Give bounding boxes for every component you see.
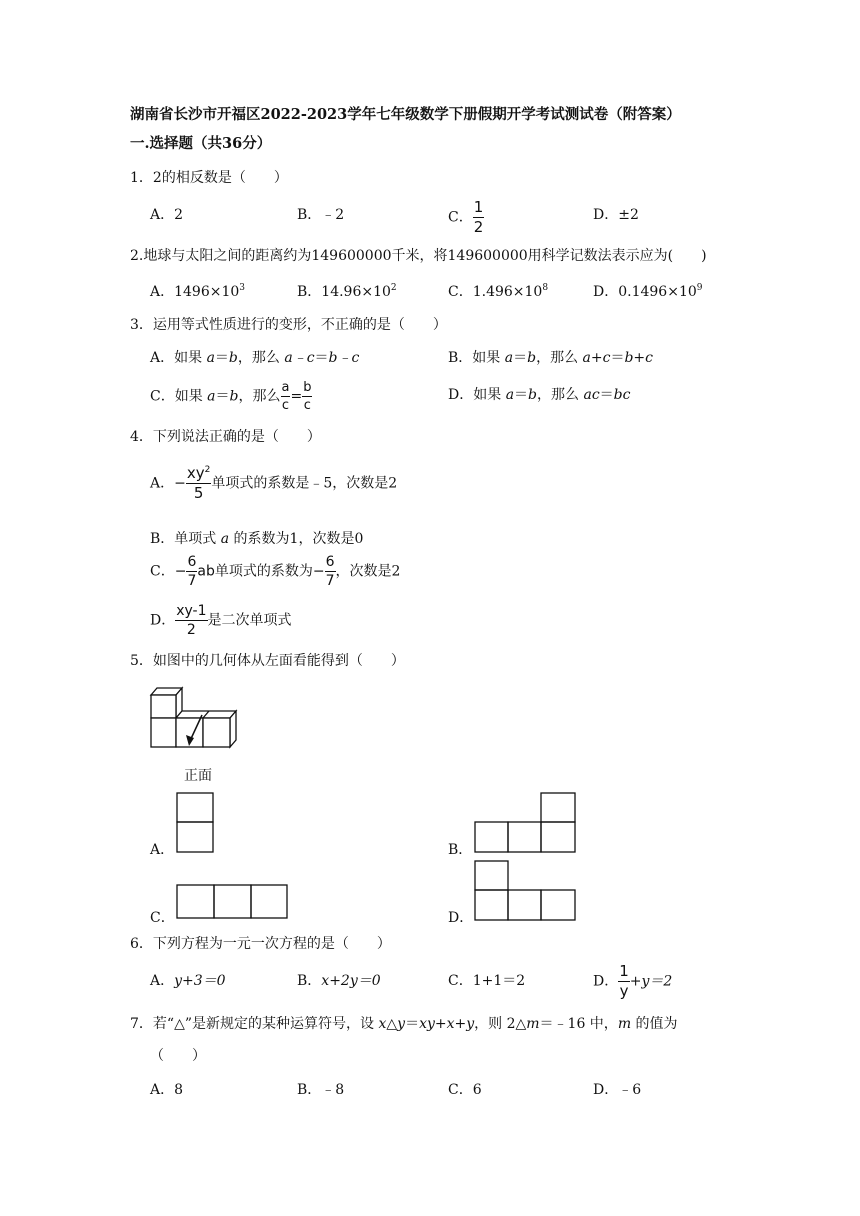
question-4-stem: 4．下列说法正确的是（ ） bbox=[130, 429, 321, 445]
q4-a-label: A． bbox=[150, 475, 175, 492]
q2-option-c-text: C．1.496×10 bbox=[448, 284, 543, 300]
q2-option-b bbox=[297, 285, 397, 299]
q4-option-a bbox=[150, 466, 397, 501]
q5-option-b: B． bbox=[448, 842, 473, 858]
q5-option-d-figure bbox=[474, 860, 578, 922]
q3-c-fraction-right-denominator: c bbox=[303, 398, 311, 413]
q4-c-label: C． bbox=[150, 563, 175, 580]
q2-option-c bbox=[448, 285, 548, 299]
q6-b-label: B． bbox=[297, 973, 322, 989]
q7-part-10: m bbox=[617, 1016, 632, 1032]
q4-a-text: 单项式的系数是﹣5，次数是2 bbox=[211, 475, 398, 492]
q3-c-equals: = bbox=[290, 388, 303, 405]
q4-c-text: 单项式的系数为 bbox=[214, 563, 313, 580]
q7-part-6: xy+x+y bbox=[419, 1016, 475, 1032]
q3-c-fraction-right-numerator: b bbox=[303, 380, 312, 395]
q7-option-b: B．﹣8 bbox=[297, 1082, 345, 1098]
q7-part-9: ＝﹣16 中， bbox=[539, 1016, 618, 1032]
q5-option-c: C． bbox=[150, 910, 175, 926]
q3-a-part-7: ＝ bbox=[314, 350, 329, 366]
q2-option-a-exponent: 3 bbox=[239, 283, 246, 293]
q1-option-c bbox=[448, 200, 484, 235]
q4-a-fraction-denominator: 5 bbox=[193, 484, 204, 502]
q3-a-part-3: ＝ bbox=[214, 350, 229, 366]
q4-c-fraction-2 bbox=[325, 555, 336, 588]
q3-option-d bbox=[448, 388, 630, 402]
q3-b-part-3: ＝ bbox=[513, 350, 528, 366]
q4-c-variable: ab bbox=[197, 563, 215, 580]
q2-option-b-text: B．14.96×10 bbox=[297, 284, 391, 300]
q3-c-part-1: C．如果 bbox=[150, 388, 208, 405]
q6-option-b bbox=[297, 974, 381, 988]
q6-option-d bbox=[593, 964, 672, 999]
q4-b-part-1: B．单项式 bbox=[150, 531, 221, 547]
q4-c-fraction-2-numerator: 6 bbox=[325, 554, 335, 570]
q3-a-part-6: a﹣c bbox=[284, 350, 315, 366]
q1-option-d: D．±2 bbox=[593, 207, 639, 223]
q5-option-a-figure bbox=[176, 792, 214, 854]
q3-a-part-4: b bbox=[228, 350, 238, 366]
geometry-solid-figure bbox=[146, 683, 246, 753]
q3-a-part-8: b﹣c bbox=[328, 350, 360, 366]
q1-fraction-denominator: 2 bbox=[473, 218, 484, 236]
q3-d-part-1: D．如果 bbox=[448, 387, 506, 403]
q1-option-b: B．﹣2 bbox=[297, 207, 345, 223]
question-3-stem: 3．运用等式性质进行的变形，不正确的是（ ） bbox=[130, 317, 447, 333]
q6-option-c: C．1+1＝2 bbox=[448, 973, 526, 989]
question-7-stem bbox=[130, 1017, 678, 1031]
q3-d-part-2: a bbox=[505, 387, 515, 403]
q3-b-part-5: ，那么 bbox=[536, 350, 583, 366]
q4-d-fraction-denominator: 2 bbox=[186, 622, 196, 638]
q1-option-c-label: C． bbox=[448, 209, 473, 226]
q4-c-fraction-denominator: 7 bbox=[187, 573, 197, 589]
q3-a-part-5: ，那么 bbox=[237, 350, 285, 366]
q4-d-fraction bbox=[175, 604, 207, 637]
q7-part-2: x bbox=[378, 1016, 387, 1032]
q5-option-b-figure bbox=[474, 792, 578, 854]
q3-option-c bbox=[150, 381, 312, 412]
q3-option-b bbox=[448, 351, 653, 365]
q2-option-d-exponent: 9 bbox=[696, 283, 703, 293]
q3-d-part-6: ac bbox=[583, 387, 600, 403]
q4-c-text-2: ，次数是2 bbox=[335, 563, 401, 580]
q4-c-fraction-numerator: 6 bbox=[187, 554, 197, 570]
q1-fraction-numerator: 1 bbox=[473, 198, 484, 216]
q3-d-part-7: ＝ bbox=[599, 387, 614, 403]
q4-c-fraction-2-denominator: 7 bbox=[325, 573, 335, 589]
q3-d-part-4: b bbox=[528, 387, 538, 403]
q4-c-minus-2: − bbox=[312, 563, 325, 580]
q1-option-a: A．2 bbox=[150, 207, 184, 223]
q4-a-numerator-exponent: 2 bbox=[204, 465, 211, 475]
q7-part-11: 的值为 bbox=[631, 1016, 678, 1032]
q4-b-part-2: a bbox=[220, 531, 230, 547]
q2-option-c-exponent: 8 bbox=[542, 283, 549, 293]
question-5-stem: 5．如图中的几何体从左面看能得到（ ） bbox=[130, 653, 405, 669]
q7-part-1: 7．若“△”是新规定的某种运算符号，设 bbox=[130, 1016, 379, 1032]
q3-c-fraction-left-numerator: a bbox=[281, 380, 290, 395]
q3-b-part-4: b bbox=[527, 350, 537, 366]
q2-option-a-text: A．1496×10 bbox=[150, 284, 240, 300]
q3-d-part-8: bc bbox=[613, 387, 631, 403]
q7-option-d: D．﹣6 bbox=[593, 1082, 642, 1098]
q4-a-numerator-text: xy bbox=[186, 464, 205, 482]
q3-c-part-4: b bbox=[229, 388, 239, 405]
q6-a-equation: y+3＝0 bbox=[174, 973, 226, 989]
q6-d-fraction bbox=[618, 964, 630, 999]
q3-c-part-2: a bbox=[207, 388, 216, 405]
q2-option-d-text: D．0.1496×10 bbox=[593, 284, 697, 300]
q7-part-7: ，则 2△ bbox=[474, 1016, 527, 1032]
q3-d-part-3: ＝ bbox=[514, 387, 529, 403]
q3-b-part-8: b+c bbox=[624, 350, 653, 366]
q4-b-part-3: 的系数为1，次数是0 bbox=[229, 531, 364, 547]
q3-c-part-3: ＝ bbox=[215, 388, 230, 405]
q5-option-c-figure bbox=[176, 884, 290, 920]
q6-d-rest: +y＝2 bbox=[629, 973, 673, 990]
q3-c-fraction-left-denominator: c bbox=[281, 398, 290, 413]
q3-b-part-7: ＝ bbox=[610, 350, 625, 366]
q3-c-part-5: ，那么 bbox=[238, 388, 281, 405]
question-2-stem: 2.地球与太阳之间的距离约为149600000千米，将149600000用科学记数法表示应为( ) bbox=[130, 248, 707, 264]
q4-option-b bbox=[150, 532, 363, 546]
q3-b-part-1: B．如果 bbox=[448, 350, 505, 366]
q6-d-fraction-numerator: 1 bbox=[619, 962, 629, 980]
q6-option-a bbox=[150, 974, 226, 988]
question-7-stem-line-2: （ ） bbox=[150, 1048, 206, 1064]
q7-part-8: m bbox=[526, 1016, 540, 1032]
q3-a-part-1: A．如果 bbox=[150, 350, 207, 366]
q4-c-minus: − bbox=[174, 563, 187, 580]
q7-part-3: △ bbox=[386, 1016, 398, 1032]
q4-option-c bbox=[150, 555, 400, 588]
q4-c-fraction bbox=[186, 555, 197, 588]
q4-a-fraction-numerator bbox=[186, 466, 212, 484]
page-title: 湖南省长沙市开福区2022-2023学年七年级数学下册假期开学考试测试卷（附答案） bbox=[130, 106, 681, 123]
q3-d-part-5: ，那么 bbox=[537, 387, 584, 403]
q3-a-part-2: a bbox=[206, 350, 215, 366]
q5-option-a: A． bbox=[150, 842, 175, 858]
q6-d-label: D． bbox=[593, 973, 619, 990]
q7-option-a: A．8 bbox=[150, 1082, 184, 1098]
q4-a-minus: − bbox=[174, 475, 186, 492]
q1-fraction bbox=[473, 200, 485, 235]
q5-option-d: D． bbox=[448, 910, 474, 926]
q3-c-fraction-right bbox=[302, 381, 312, 412]
section-heading: 一.选择题（共36分） bbox=[130, 135, 272, 152]
q4-a-fraction bbox=[186, 466, 212, 501]
front-view-label: 正面 bbox=[184, 768, 212, 784]
q6-b-equation: x+2y＝0 bbox=[321, 973, 381, 989]
q7-part-4: y bbox=[397, 1016, 406, 1032]
q2-option-a bbox=[150, 285, 245, 299]
q4-d-text: 是二次单项式 bbox=[207, 612, 292, 629]
q3-b-part-2: a bbox=[504, 350, 514, 366]
q3-c-fraction-left bbox=[281, 381, 291, 412]
q6-d-fraction-denominator: y bbox=[619, 982, 629, 1000]
q6-a-label: A． bbox=[150, 973, 175, 989]
q2-option-b-exponent: 2 bbox=[390, 283, 397, 293]
q3-b-part-6: a+c bbox=[582, 350, 611, 366]
question-6-stem: 6．下列方程为一元一次方程的是（ ） bbox=[130, 936, 391, 952]
q7-option-c: C．6 bbox=[448, 1082, 482, 1098]
q7-part-5: ＝ bbox=[405, 1016, 420, 1032]
question-1-stem: 1．2的相反数是（ ） bbox=[130, 170, 288, 186]
q3-option-a bbox=[150, 351, 359, 365]
q4-d-fraction-numerator: xy-1 bbox=[176, 603, 207, 619]
q4-d-label: D． bbox=[150, 612, 176, 629]
q4-option-d bbox=[150, 604, 292, 637]
q2-option-d bbox=[593, 285, 703, 299]
